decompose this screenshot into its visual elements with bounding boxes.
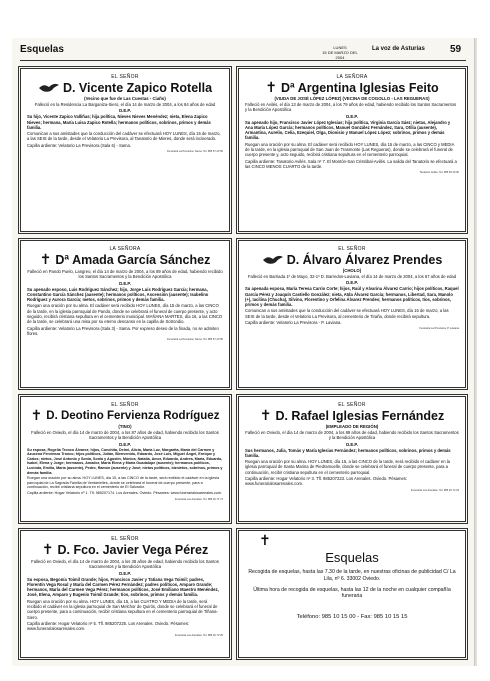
cross-icon: ✝ <box>265 80 278 96</box>
obituary-title: EL SEÑOR <box>111 536 139 542</box>
death-notice: Falleció en Oviedo, el día 14 de marzo de 2004, a los 89 años de edad, habiendo recibido los Santos Sacramentos y la Bendición Apostólica <box>245 430 459 441</box>
obituary-title: LA SEÑORA <box>336 74 368 80</box>
deceased-note: (EMPLEADO DE REGIÓN) <box>325 424 379 429</box>
ceremony-info: Ruegan una oración por su alma. HOY LUNES, día 15, a las CUATRO Y MEDIA de la tarde, será recibido el cadáver en la iglesia parroquial de San Melchor de Quirós, donde se celebrará el funeral de cuerpo presente, para a continuación, recibir cristiana sepultura en el cementerio parroquial de Tiñana-Siero. <box>27 598 218 620</box>
esquelas-hours: Recogida de esquelas, hasta las 7.30 de la tarde, en nuestras oficinas de publicidad C/ La Lila, nº 6. 33002 Oviedo. <box>248 569 456 582</box>
obituary-title: EL SEÑOR <box>111 74 139 80</box>
obituary-title: EL SEÑOR <box>338 246 366 252</box>
chapel-info: Capilla ardiente: Hogar Velatorio nº 1. Tfl. 985207174. Los Arenales. Oviedo. Pésames: www.funerarialosarenales.com. <box>27 490 222 495</box>
newspaper-page <box>12 38 475 666</box>
obituary-alvarez-prendes <box>238 240 466 388</box>
obituary-iglesias-feito <box>238 68 466 232</box>
dep-label: D.E.P. <box>346 441 358 447</box>
obituary-title: LA SEÑORA <box>109 246 141 252</box>
page-number: 59 <box>450 44 462 55</box>
chapel-info: Capilla ardiente: Velatorio La Previsora (Sala 6) - Sama. <box>27 142 132 148</box>
cross-icon: ✝ <box>259 533 271 549</box>
family-list: Su apenada esposa, María Teresa Carrio Corte; hijos, Raúl y Alvarina Álvarez Carrio; hijos políticos, Raquel García Pérez y Joaquín Castiello González; nieta, Aïda Álvarez García; hermanos, Libertad, Sara, Manolo (+), Iacilina (Chucha), Silvino, Florentino y Orfelina Álvarez Prendes; hermanos políticos, tíos, sobrinos, primos y demás familia. <box>245 286 459 308</box>
deceased-name: D. Deotino Fervienza Rodríguez <box>46 410 220 422</box>
deceased-name: D. Rafael Iglesias Fernández <box>275 409 445 423</box>
death-notice: Falleció en Oviedo, el día 14 de marzo de 2004, a los 87 años de edad, habiendo recibido los Santos Sacramentos y la Bendición Apostólica <box>31 430 219 441</box>
dep-label: D.E.P. <box>346 280 358 286</box>
chapel-info: Capilla ardiente: Velatorio La Previsora (Sala 3) - Sama. Por expreso deseo de la finada, no se admiten flores. <box>27 325 219 336</box>
ceremony-info: Ruegan una oración por su alma. HOY LUNES, día 15, a las CINCO de la tarde, será recibido el cadáver en la iglesia parroquial de Santa Marina de Piedramuelle, donde se celebrará el funeral de cuerpo presente, para a continuación, recibir cristiana sepultura en el cementerio parroquial. <box>245 459 450 475</box>
dep-label: D.E.P. <box>119 280 131 286</box>
obituary-zapico <box>20 68 230 232</box>
header-date <box>320 45 360 60</box>
obituary-garcia-sanchez <box>20 240 230 388</box>
cross-icon: ✝ <box>39 252 52 268</box>
death-notice: Falleció en Oviedo, el día 14 de marzo de 2004, a los 38 años de edad, habiendo recibido los Santos Sacramentos y la Bendición Apostólica <box>31 559 219 570</box>
header-day: LUNES <box>333 45 347 50</box>
ceremony-info: Ruegan una oración por su alma. HOY LUNES, día 15, a las CINCO de la tarde, será recibido el cadáver en la iglesia parroquial de La Sagrada Familia de Ventanielles, donde se celebrará el funeral de cuerpo presente, para a continuación, recibir cristiana sepultura en el cementerio de El Salvador. <box>27 476 219 490</box>
chapel-info: Capilla ardiente: Velatorio La Previsora - P. Laviana. <box>245 320 342 326</box>
cross-icon: ✝ <box>30 408 43 424</box>
deceased-name: Dª Amada García Sánchez <box>55 253 211 267</box>
obituary-iglesias-fernandez <box>238 396 466 522</box>
cross-icon: ✝ <box>259 408 272 424</box>
dove-icon <box>38 82 60 94</box>
obituary-title: EL SEÑOR <box>338 402 366 408</box>
family-list: Su apenado esposo, Luis Rodríguez Sánchez; hijo, Jorge Luis Rodríguez García; hermana, Constantino García Sánchez (ausente); hermanos políticos, Ascensión (ausente); Isabelino Rodríguez y Aurora García; nietos, sobrinos, primos y demás familia. <box>27 286 209 303</box>
funeral-home: Tanatorio Avilés. Tel. 985 56 20 00 <box>419 171 459 175</box>
deceased-name: D. Fco. Javier Vega Pérez <box>57 543 209 557</box>
deceased-note: (CHOLO) <box>342 268 362 273</box>
deceased-name: D. Álvaro Álvarez Prendes <box>286 253 443 267</box>
family-list: Su apenado hijo, Francisco Javier López Iglesias; hija política, Virginia García Sáez; nietas, Alejandro y Ana María López García; hermanos políticos, Manuel González Fernández, Sara, Otilia (ausente), Armantina, Aurelio, Celia, Ezequiel, Olga, Dionisio y Manuel López López; sobrinos, primos y demás familia. <box>245 119 451 141</box>
funeral-home: Funeraria Los Arenales. Tel. 985 20 71 74 <box>174 497 223 501</box>
section-title: Esquelas <box>20 44 64 55</box>
family-list: Su esposa, Rogelia Tronco Álvarez; hijos, Conchita, Delmi, Alicia, María Luz, Margarita, María del Carmen y Azucena Fervienza Tronco; hijos políticos, Julián, Bienvenido, Eduardo, José Luis, Miguel Ángel, Enrique y Carlos; nietos, José Antonio y Sonia, Sonia y Agustín, Mónica, Natalia, Amor, Eduardo, Andrea, María, Eduardo, Isabel, Elena y Jorge; hermanos, Amador, María Elena y María Guadalupe (ausente); hermanos políticos, Lucinda, Emilia, María (ausente), Pedro, Ramón (ausente) y José; nietos políticos, biznietos, sobrinos, primos y demás familia. <box>27 447 223 475</box>
family-list: Sus hermanos, Julia, Tomás y María Iglesias Fernández; hermanos políticos, sobrinos, primos y demás familia. <box>245 447 451 458</box>
dep-label: D.E.P. <box>119 570 131 576</box>
dep-label: D.E.P. <box>119 441 131 447</box>
death-notice: Falleció en Barriada 1º de Mayo, 32-1º D. Barredos-Laviana, el día 14 de marzo de 2004, a los 67 años de edad <box>247 274 457 279</box>
deceased-note: (Vecino que fue de Las Cuestas - Ciaño) <box>84 96 166 101</box>
dep-label: D.E.P. <box>346 113 358 119</box>
ceremony-info: Comunican a sus amistades que la conducción del cadáver se efectuará HOY LUNES, día 15 de marzo, a las SEIS de la tarde, desde el Velatorio La Previsora, al Tanatorio de Mieres, donde será incinerado. <box>27 131 221 142</box>
chapel-info: Capilla ardiente: Hogar Velatorio nº 5. Tfl. 985207225. Los Arenales. Oviedo. Pésames: www.funerarialosarenales.com. <box>27 620 190 632</box>
dove-icon <box>262 254 284 266</box>
chapel-info: Capilla ardiente: Tanatorio Avilés. Sala nº 7. El Montón-San Cristóbal-Avilés. La salida del Tanatorio se efectuará a las CINCO MENOS CUARTO de la tarde. <box>245 158 457 169</box>
death-notice: Falleció en Pando Puelo, Langreo, el día 14 de marzo de 2004, a los 89 años de edad, habiendo recibido los Santos Sacramentos y la Bendición Apostólica <box>27 269 223 280</box>
page-header <box>20 44 466 61</box>
deceased-name: Dª Argentina Iglesias Feito <box>281 81 439 95</box>
cross-icon: ✝ <box>41 542 54 558</box>
esquelas-late: Última hora de recogida de esquelas, hasta las 12 de la noche en cualquier compañía funeraria <box>253 586 451 600</box>
funeral-home: Funeraria La Previsora, P. Laviana <box>419 327 459 331</box>
dep-label: D.E.P. <box>119 108 131 114</box>
obituary-title: EL SEÑOR <box>111 402 139 408</box>
family-list: Su hijo, Vicente Zapico Valliñas; hija política, Nieves Nieves Menéndez; nieta, Elena Zapico Nieves; hermana, María Luisa Zapico Rotella; hermanos políticos, sobrinos, primos y demás familia. <box>27 114 211 130</box>
chapel-info: Capilla ardiente: Hogar Velatorio nº 3. Tfl. 985207223. Los Arenales. Oviedo. Pésames: www.funerarialosarenales.com. <box>245 476 408 487</box>
deceased-name: D. Vicente Zapico Rotella <box>62 81 213 95</box>
obituary-vega-perez <box>20 530 230 658</box>
esquelas-phone: Teléfono: 985 10 15 00 - Fax: 985 10 15 15 <box>296 614 408 621</box>
deceased-note: (TINO) <box>118 424 132 429</box>
ceremony-info: Comunican a sus amistades que la conducción del cadáver se efectuará HOY LUNES, día 15 de marzo, a las SEIS de la tarde, desde el Velatorio La Previsora, al cementerio de Tiraña, donde recibirá sepultura. <box>245 308 449 319</box>
esquelas-title: Esquelas <box>325 550 379 565</box>
family-list: Su esposa, Begonía Toimil Grande; hijos, Francisco Javier y Tatiana Vega Toimil; padres, Florentín Vega Rosal y María del Carmen Pérez Fernández; padres políticos, Amparo Grande; hermanos, María del Carmen Vega Pérez; hermanos políticos, José Emiliano Maestro Menéndez, José, Elena, Amparo y Eugenio Toimil Grande; tíos, sobrinos, primos y demás familia. <box>27 576 219 598</box>
funeral-home: Funeraria La Previsora, Sama. Tel. 985 67 22 50 <box>167 338 223 342</box>
funeral-home: Funeraria Los Arenales. Tel. 985 20 72 23 <box>410 488 459 492</box>
newspaper-name: La voz de Asturias <box>372 46 425 52</box>
ceremony-info: Ruegan una oración por su alma. El cadáver será recibido HOY LUNES, día 15 de marzo, a las CINCO y MEDIA de la tarde, en la iglesia parroquial de San Juan de Trasmonte (Las Regueras), donde se celebrará el funeral de cuerpo presente y, acto seguido, recibirá cristiana sepultura en el cementerio parroquial. <box>245 141 455 158</box>
ceremony-info: Ruegan una oración por su alma. El cadáver será recibido HOY LUNES, día 15 de marzo, a las CINCO de la tarde, en la iglesia parroquial de Pando, donde se celebrará el funeral de cuerpo presente, y acto seguido, recibirá cristiana sepultura en el cementerio municipal. MAÑANA MARTES, día 16, a las CINCO de la tarde, se celebrará una misa por su eterno descanso en la capilla de Sotrondio. <box>27 303 223 325</box>
deceased-note: (VIUDA DE JOSÉ LÓPEZ LÓPEZ) (VECINA DE COGOLLO - LAS REGUERAS) <box>274 96 430 101</box>
funeral-home: Funeraria La Previsora, Sama. Tel. 985 67 22 50 <box>167 150 223 154</box>
header-full-date: 15 DE MARZO DEL 2004 <box>322 50 358 60</box>
death-notice: Falleció en la Residencia La Barganiza-Siero, el día 14 de marzo de 2004, a los 84 años de edad <box>34 102 216 107</box>
esquelas-info-box <box>238 530 466 658</box>
obituary-fervienza <box>20 396 230 522</box>
death-notice: Falleció en Avilés, el día 13 de marzo de 2004, a los 79 años de edad, habiendo recibido los Santos Sacramentos y la Bendición Apostólica <box>245 102 457 113</box>
funeral-home: Funeraria Los Arenales. Tel. 985 20 72 25 <box>174 633 223 637</box>
